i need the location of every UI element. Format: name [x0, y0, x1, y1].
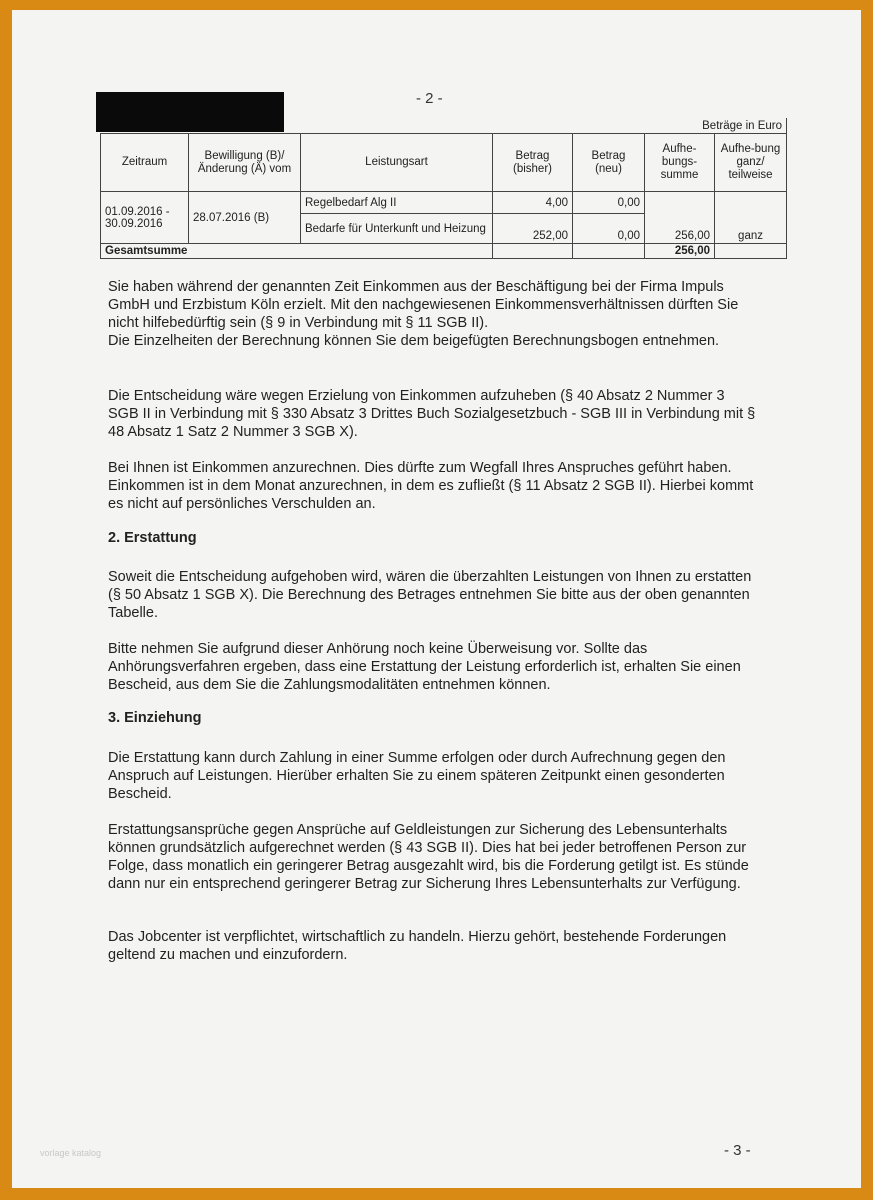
cell-aufhebungssumme: 256,00 — [645, 192, 715, 244]
heading-einziehung: 3. Einziehung — [108, 710, 202, 726]
total-value: 256,00 — [645, 244, 715, 259]
page-number-bottom: - 3 - — [724, 1142, 751, 1159]
heading-erstattung: 2. Erstattung — [108, 530, 197, 546]
header-zeitraum: Zeitraum — [101, 134, 189, 192]
watermark: vorlage katalog — [40, 1148, 102, 1158]
paragraph-text: Die Einzelheiten der Berechnung können Sie dem beigefügten Berechnungsbogen entnehmen. — [108, 333, 720, 349]
paragraph-einkommen — [108, 278, 758, 350]
header-betrag-bisher: Betrag (bisher) — [493, 134, 573, 192]
header-aufhebungssumme: Aufhe-bungs-summe — [645, 134, 715, 192]
cell-bewilligung: 28.07.2016 (B) — [189, 192, 301, 244]
table-caption: Beträge in Euro — [101, 118, 787, 134]
paragraph-entscheidung: Die Entscheidung wäre wegen Erzielung von Einkommen aufzuheben (§ 40 Absatz 2 Nummer 3 SGB II in Verbindung mit § 330 Absatz 3 Drittes Buch Sozialgesetzbuch - SGB III in Verbindung mit § 48 Absatz 1 Satz 2 Nummer 3 SGB X). — [108, 388, 756, 440]
cell-leistungsart-2: Bedarfe für Unterkunft und Heizung — [301, 214, 493, 244]
page-number-top: - 2 - — [416, 90, 443, 107]
cell-leistungsart-1: Regelbedarf Alg II — [301, 192, 493, 214]
header-bewilligung: Bewilligung (B)/ Änderung (Ä) vom — [189, 134, 301, 192]
cell-betrag-neu-1: 0,00 — [573, 192, 645, 214]
header-leistungsart: Leistungsart — [301, 134, 493, 192]
cell-betrag-neu-2: 0,00 — [573, 214, 645, 244]
document-page — [12, 10, 861, 1188]
cell-zeitraum: 01.09.2016 - 30.09.2016 — [101, 192, 189, 244]
header-betrag-neu: Betrag (neu) — [573, 134, 645, 192]
total-label: Gesamtsumme — [101, 244, 493, 259]
paragraph-aufrechnung: Erstattungsansprüche gegen Ansprüche auf Geldleistungen zur Sicherung des Lebensunterhalts können grundsätzlich aufgerechnet werden (§ 43 SGB II). Dies hat bei jeder betroffenen Person zur Folge, dass monatlich ein geringerer Betrag ausgezahlt wird, bis die Forderung getilgt ist. Es stünde dann nur ein entsprechend geringerer Betrag zur Sicherung Ihres Lebensunterhalts zur Verfügung. — [108, 822, 749, 892]
paragraph-einziehung: Die Erstattung kann durch Zahlung in einer Summe erfolgen oder durch Aufrechnung gegen den Anspruch auf Leistungen. Hierüber erhalten Sie zu einem späteren Zeitpunkt einen gesonderten Bescheid. — [108, 750, 726, 802]
paragraph-anhoerung: Bitte nehmen Sie aufgrund dieser Anhörung noch keine Überweisung vor. Sollte das Anhörungsverfahren ergeben, dass eine Erstattung der Leistung erforderlich ist, erhalten Sie einen Bescheid, aus dem Sie die Zahlungsmodalitäten entnehmen können. — [108, 641, 741, 693]
header-aufhebung-ganz: Aufhe-bung ganz/ teilweise — [715, 134, 787, 192]
paragraph-anrechnung: Bei Ihnen ist Einkommen anzurechnen. Dies dürfte zum Wegfall Ihres Anspruches geführt haben. Einkommen ist in dem Monat anzurechnen, in dem es zufließt (§ 11 Absatz 2 SGB II). Hierbei kommt es nicht auf persönliches Verschulden an. — [108, 460, 754, 512]
paragraph-jobcenter: Das Jobcenter ist verpflichtet, wirtschaftlich zu handeln. Hierzu gehört, bestehende Forderungen geltend zu machen und einzufordern. — [108, 929, 727, 963]
cell-betrag-bisher-2: 252,00 — [493, 214, 573, 244]
cell-betrag-bisher-1: 4,00 — [493, 192, 573, 214]
benefits-table — [100, 118, 787, 259]
paragraph-erstattung: Soweit die Entscheidung aufgehoben wird, wären die überzahlten Leistungen von Ihnen zu erstatten (§ 50 Absatz 1 SGB X). Die Berechnung des Betrages entnehmen Sie bitte aus der oben genannten Tabelle. — [108, 569, 752, 621]
cell-aufhebung: ganz — [715, 192, 787, 244]
paragraph-text: Sie haben während der genannten Zeit Einkommen aus der Beschäftigung bei der Firma Impuls GmbH und Erzbistum Köln erzielt. Mit den nachgewiesenen Einkommensverhältnissen dürften Sie nicht hilfebedürftig sein (§ 9 in Verbindung mit § 11 SGB II). — [108, 279, 739, 331]
